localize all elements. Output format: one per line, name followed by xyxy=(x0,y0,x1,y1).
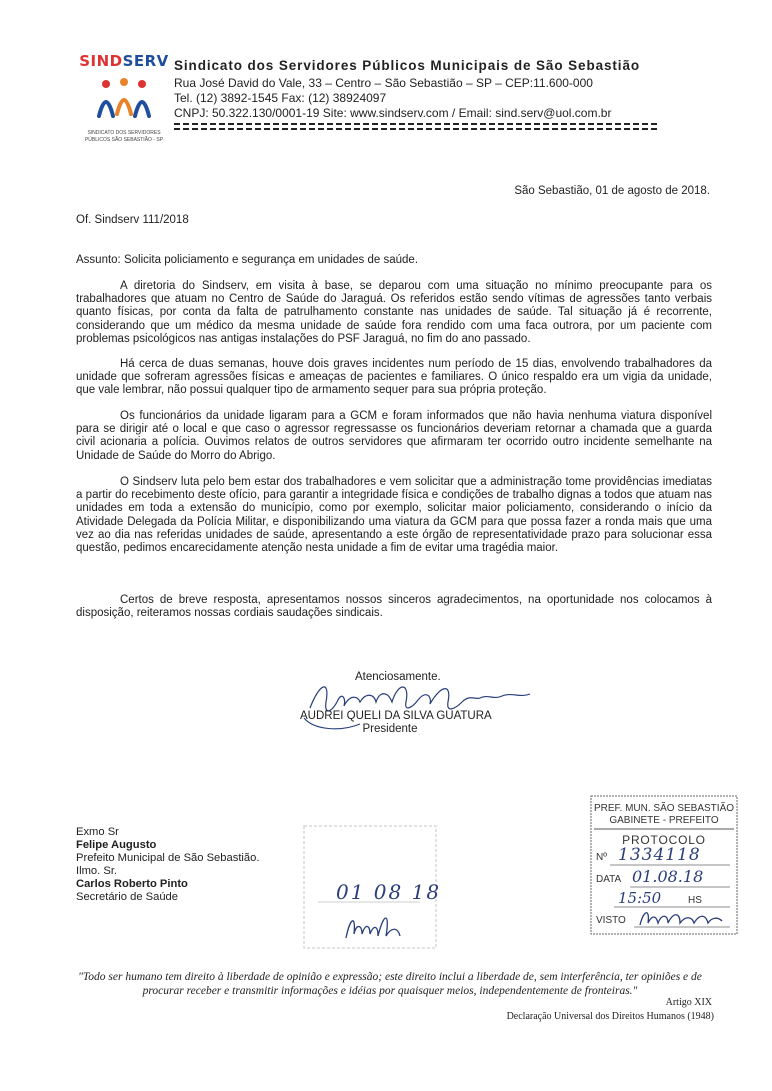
stamp-date-label: DATA xyxy=(596,874,622,885)
logo-word-serv: SERV xyxy=(122,52,169,70)
handwritten-receipt-date: 01 08 18 xyxy=(336,880,442,904)
organization-cnpj-contact: CNPJ: 50.322.130/0001-19 Site: www.sindserv.com / Email: sind.serv@uol.com.br xyxy=(174,106,612,120)
stamp-department: GABINETE - PREFEITO xyxy=(609,815,719,826)
letter-paragraph-1: A diretoria do Sindserv, em visita à base, se deparou com uma situação no mínimo preocupante para os trabalhadores que atuam no Centro de Saúde do Jaraguá. Os referidos estão sendo vítimas de agressões tanto verbais quanto físicas, por conta da falta de patrulhamento constante nas unidades de saúde. Tal situação já é recorrente, considerando que um médico da mesma unidade de saúde fora rendido com uma faca outrora, por um paciente com problemas psicológicos nas antigas instalações do PSF Jaraguá, no fim do ano passado. xyxy=(76,280,712,345)
stamp-office: PREF. MUN. SÃO SEBASTIÃO xyxy=(593,803,735,814)
stamp-protocol-title: PROTOCOLO xyxy=(622,833,706,847)
human-rights-quote: "Todo ser humano tem direito à liberdade de opinião e expressão; este direito inclui a liberdade de, sem interferência, ter opiniões e de procurar receber e transmitir informações e idéias por quaisquer meios, independentemente de fronteiras." xyxy=(78,971,702,997)
receipt-handstamp xyxy=(300,822,440,952)
recipient-salutation-1: Exmo Sr xyxy=(76,826,119,838)
letter-paragraph-4: O Sindserv luta pelo bem estar dos trabalhadores e vem solicitar que a administração tome providências imediatas a partir do recebimento deste ofício, para garantir a integridade física e condições de trabalho dignas a todos que atuam nas unidades em toda a extensão do município, como por exemplo, solicitar maior policiamento, considerando o início da Atividade Delegada da Polícia Militar, e disponibilizando uma viatura da GCM para que possa fazer a ronda mais que uma vez ao dia nas referidas unidades de saúde, apresentando a este órgão de representatividade prazo para solucionar essa questão, pedimos encarecidamente atenção nesta unidade a fim de evitar uma tragédia maior. xyxy=(76,476,712,555)
organization-phone: Tel. (12) 3892-1545 Fax: (12) 38924097 xyxy=(174,91,387,105)
organization-name: Sindicato dos Servidores Públicos Municipais de São Sebastião xyxy=(174,58,641,73)
header-double-rule xyxy=(174,123,658,131)
logo-wordmark xyxy=(78,52,170,70)
letter-date: São Sebastião, 01 de agosto de 2018. xyxy=(514,185,710,197)
recipient-name-2: Carlos Roberto Pinto xyxy=(76,878,188,890)
stamp-date-value: 01.08.18 xyxy=(632,867,704,886)
sindserv-logo xyxy=(78,52,170,152)
letter-closing: Atenciosamente. xyxy=(355,671,441,683)
letter-paragraph-2: Há cerca de duas semanas, houve dois graves incidentes num período de 15 dias, envolvendo trabalhadores da unidade que sofreram agressões físicas e ameaças de pacientes e familiares. O único respaldo era um vigia da unidade, que vale lembrar, não possui qualquer tipo de armamento sequer para sua própria proteção. xyxy=(76,358,712,397)
signer-name: AUDREI QUELI DA SILVA GUATURA xyxy=(300,710,492,722)
protocol-stamp xyxy=(590,795,738,935)
signer-role: Presidente xyxy=(362,723,418,735)
recipient-title-2: Secretário de Saúde xyxy=(76,891,178,903)
letter-paragraph-3: Os funcionários da unidade ligaram para a GCM e foram informados que não havia nenhuma viatura disponível para se dirigir até o local e que caso o agressor regressasse os funcionários deveriam retornar a chamada que a guarda civil acionaria a polícia. Ouvimos relatos de outros servidores que afirmaram ter ocorrido outro incidente semelhante na Unidade de Saúde do Morro do Abrigo. xyxy=(76,410,712,462)
organization-address: Rua José David do Vale, 33 – Centro – São Sebastião – SP – CEP:11.600-000 xyxy=(174,76,593,90)
stamp-visto-label: VISTO xyxy=(596,915,626,926)
quote-article: Artigo XIX xyxy=(665,997,712,1008)
logo-word-sind: SIND xyxy=(79,52,123,70)
stamp-number-value: 1334118 xyxy=(618,845,701,865)
quote-source: Declaração Universal dos Direitos Humanos (1948) xyxy=(506,1011,714,1022)
recipient-title-1: Prefeito Municipal de São Sebastião. xyxy=(76,852,260,864)
recipient-salutation-2: Ilmo. Sr. xyxy=(76,865,118,877)
logo-caption: SINDICATO DOS SERVIDORES PÚBLICOS SÃO SEBASTIÃO - SP xyxy=(84,130,164,143)
stamp-time-value: 15:50 xyxy=(618,889,662,907)
letter-subject: Assunto: Solicita policiamento e segurança em unidades de saúde. xyxy=(76,254,419,266)
recipient-name-1: Felipe Augusto xyxy=(76,839,157,851)
stamp-number-label: Nº xyxy=(596,852,607,863)
initials-signature xyxy=(340,908,420,948)
letter-paragraph-5: Certos de breve resposta, apresentamos nossos sinceros agradecimentos, na oportunidade nos colocamos à disposição, reiteramos nossas cordiais saudações sindicais. xyxy=(76,594,712,620)
stamp-visto-signature xyxy=(636,905,726,931)
letter-reference: Of. Sindserv 111/2018 xyxy=(76,214,189,226)
workers-figures-icon xyxy=(96,74,152,126)
stamp-time-label: HS xyxy=(688,895,702,906)
